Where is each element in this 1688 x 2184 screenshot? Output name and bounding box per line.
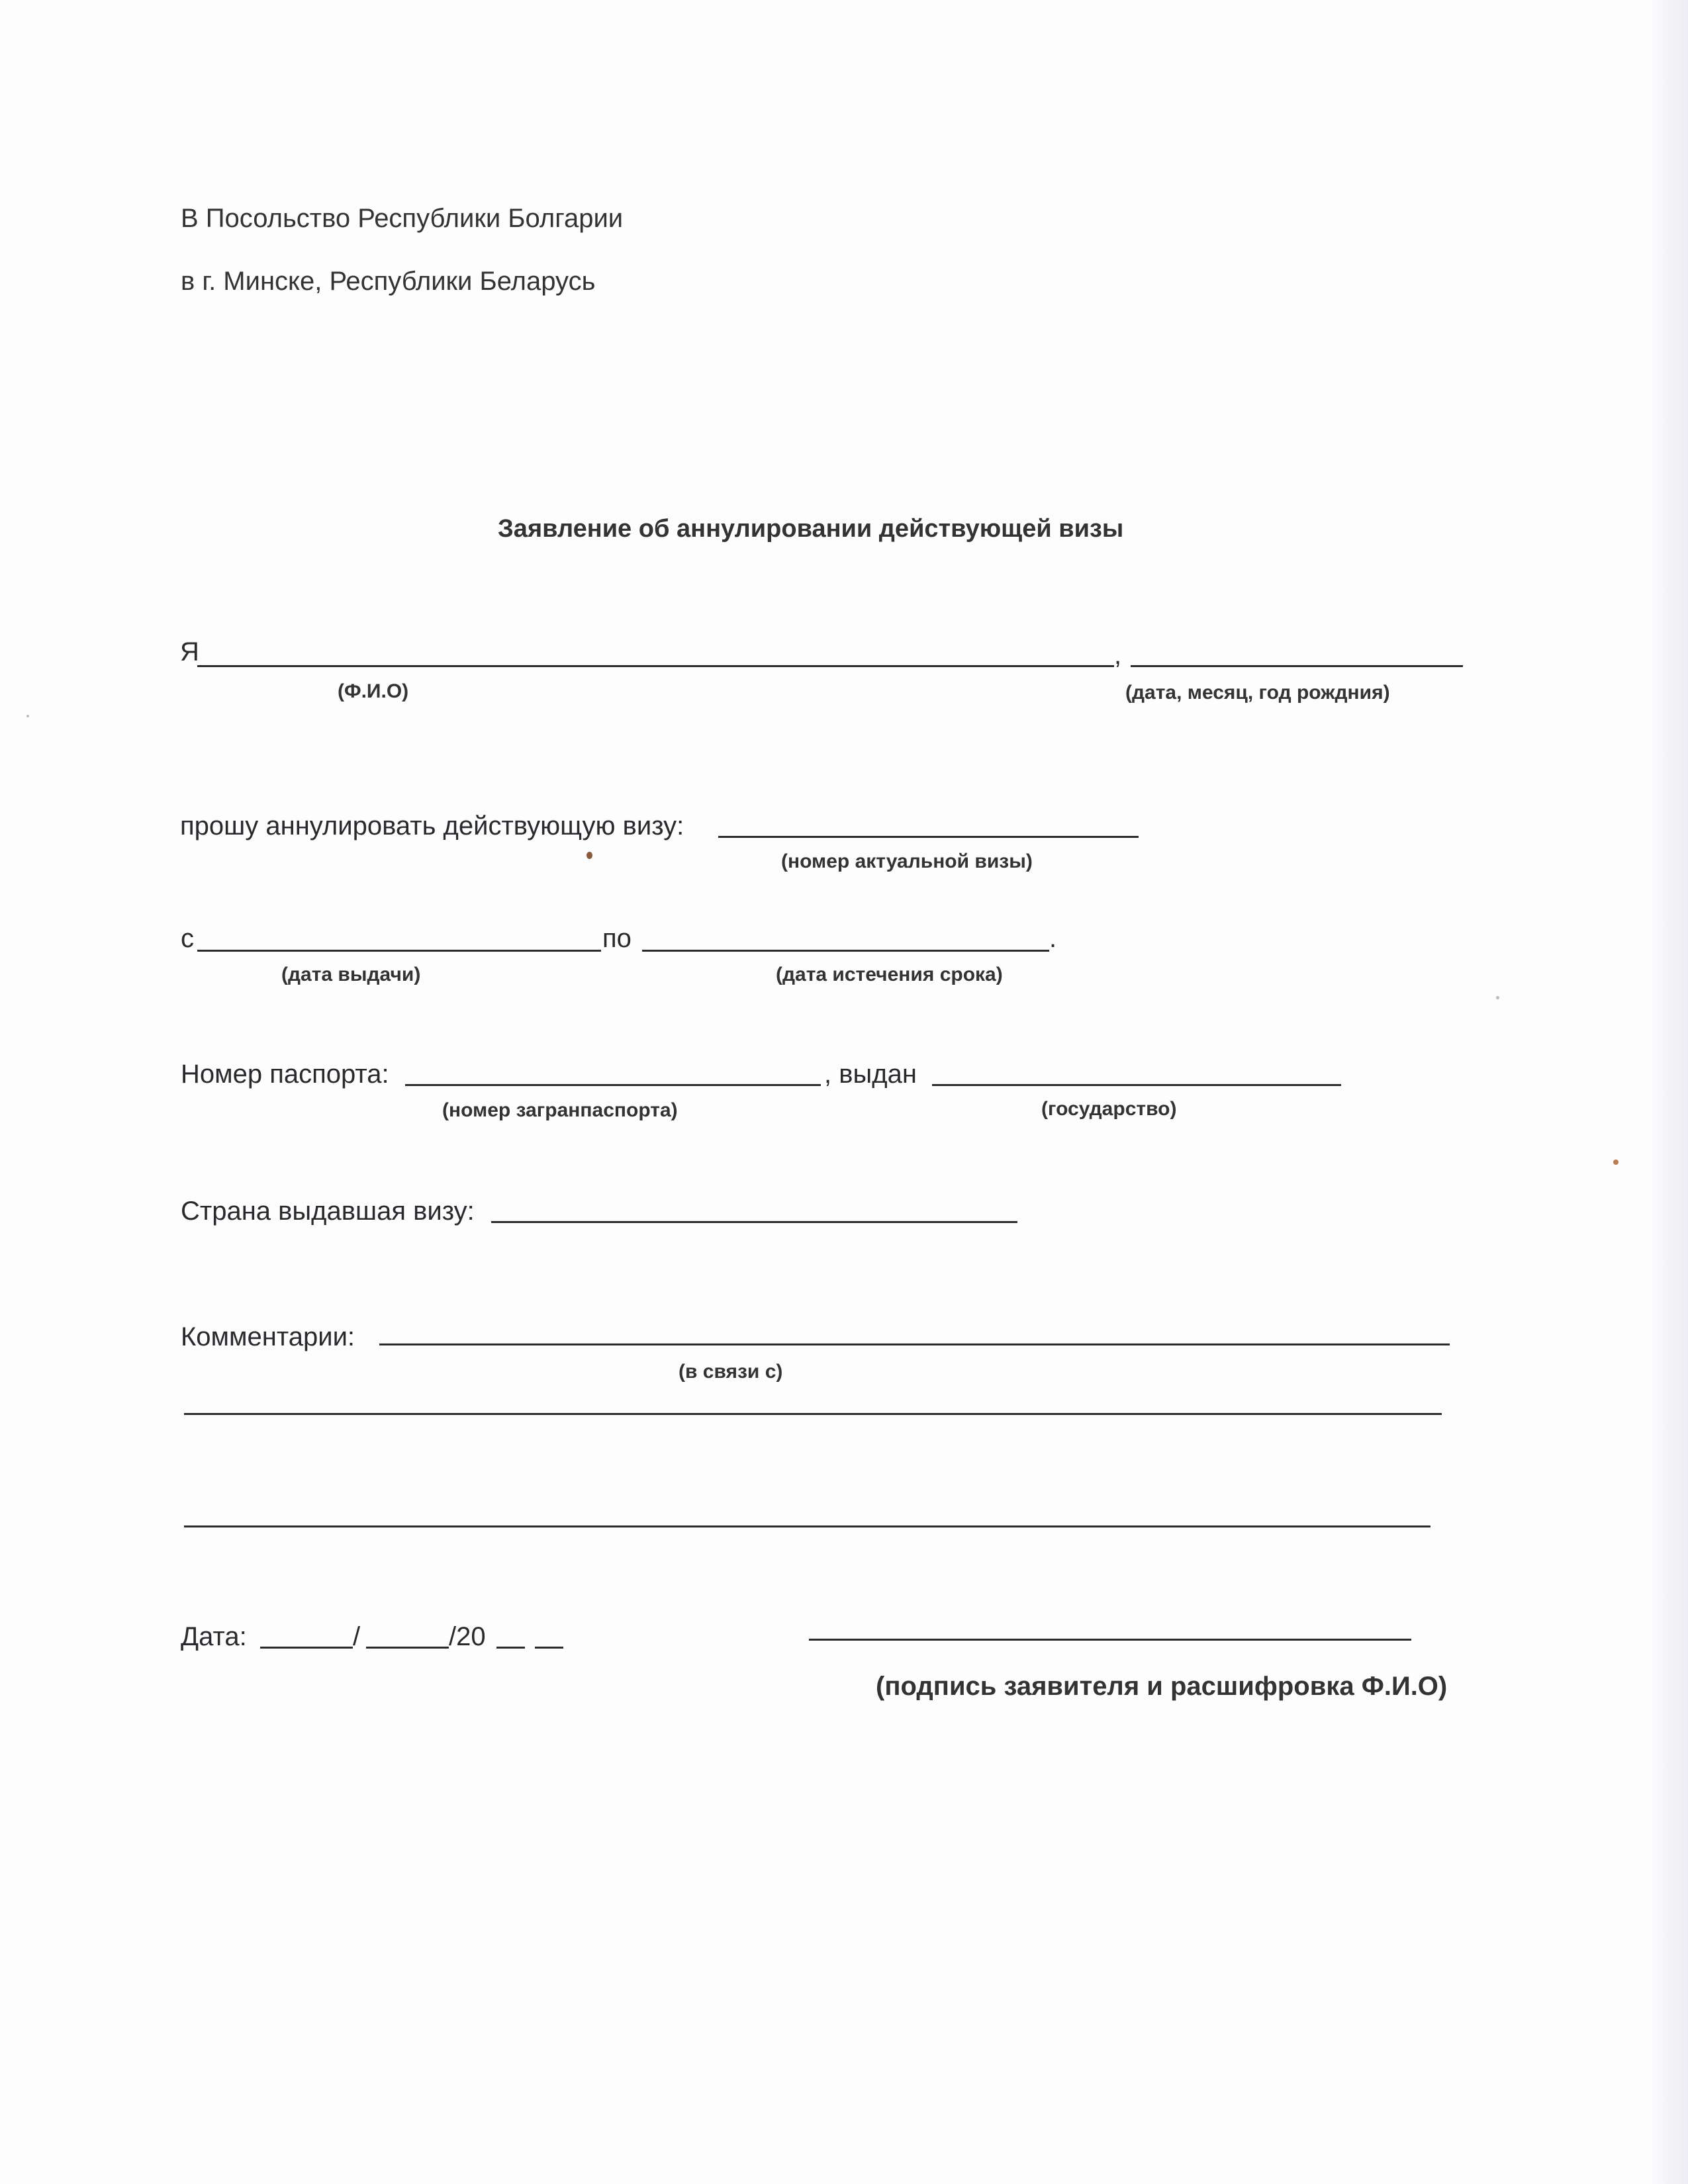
comments-field-line-2[interactable] bbox=[184, 1413, 1442, 1415]
issuing-country-field[interactable] bbox=[491, 1221, 1017, 1223]
scan-speck bbox=[26, 715, 29, 717]
form-title: Заявление об аннулировании действующей визы bbox=[498, 515, 1124, 543]
comments-field-line-3[interactable] bbox=[184, 1525, 1430, 1527]
applicant-prefix: Я bbox=[180, 637, 199, 666]
passport-country-field[interactable] bbox=[932, 1084, 1341, 1086]
signature-field[interactable] bbox=[809, 1639, 1411, 1641]
validity-from-prefix: с bbox=[181, 924, 194, 953]
visa-number-field[interactable] bbox=[718, 836, 1139, 838]
comments-hint: (в связи с) bbox=[679, 1361, 783, 1383]
issue-date-field[interactable] bbox=[197, 950, 601, 952]
issuing-country-label: Страна выдавшая визу: bbox=[181, 1197, 475, 1226]
passport-issued-label: , выдан bbox=[824, 1060, 917, 1089]
validity-end-mark: . bbox=[1049, 924, 1057, 953]
full-name-field[interactable] bbox=[197, 665, 1114, 667]
date-year-digit-2-field[interactable] bbox=[535, 1647, 563, 1649]
date-day-field[interactable] bbox=[260, 1647, 353, 1649]
recipient-line-2: в г. Минске, Республики Беларусь bbox=[181, 267, 596, 296]
date-separator-1: / bbox=[353, 1622, 361, 1651]
date-label: Дата: bbox=[181, 1622, 247, 1651]
birth-date-hint: (дата, месяц, год рождния) bbox=[1125, 682, 1390, 704]
date-year-digit-1-field[interactable] bbox=[496, 1647, 525, 1649]
scan-shadow bbox=[1648, 0, 1688, 2184]
birth-date-field[interactable] bbox=[1131, 665, 1463, 667]
full-name-hint: (Ф.И.О) bbox=[338, 680, 409, 702]
applicant-comma: , bbox=[1114, 641, 1122, 670]
recipient-line-1: В Посольство Республики Болгарии bbox=[181, 204, 624, 233]
passport-number-hint: (номер загранпаспорта) bbox=[442, 1099, 678, 1121]
date-separator-2: /20 bbox=[449, 1622, 486, 1651]
validity-to-prefix: по bbox=[602, 924, 632, 953]
comments-field-line-1[interactable] bbox=[379, 1343, 1450, 1345]
signature-hint: (подпись заявителя и расшифровка Ф.И.О) bbox=[876, 1672, 1448, 1701]
passport-number-field[interactable] bbox=[405, 1084, 821, 1086]
date-month-field[interactable] bbox=[366, 1647, 449, 1649]
expiry-date-field[interactable] bbox=[642, 950, 1049, 952]
visa-request-label: прошу аннулировать действующую визу: bbox=[180, 811, 684, 841]
expiry-date-hint: (дата истечения срока) bbox=[776, 964, 1003, 985]
scan-speck bbox=[1496, 996, 1499, 999]
passport-country-hint: (государство) bbox=[1041, 1098, 1177, 1120]
scan-speck bbox=[1613, 1160, 1618, 1165]
visa-number-hint: (номер актуальной визы) bbox=[781, 850, 1033, 872]
comments-label: Комментарии: bbox=[181, 1322, 355, 1351]
issue-date-hint: (дата выдачи) bbox=[281, 964, 421, 985]
scan-speck bbox=[586, 852, 592, 859]
passport-label: Номер паспорта: bbox=[181, 1060, 389, 1089]
